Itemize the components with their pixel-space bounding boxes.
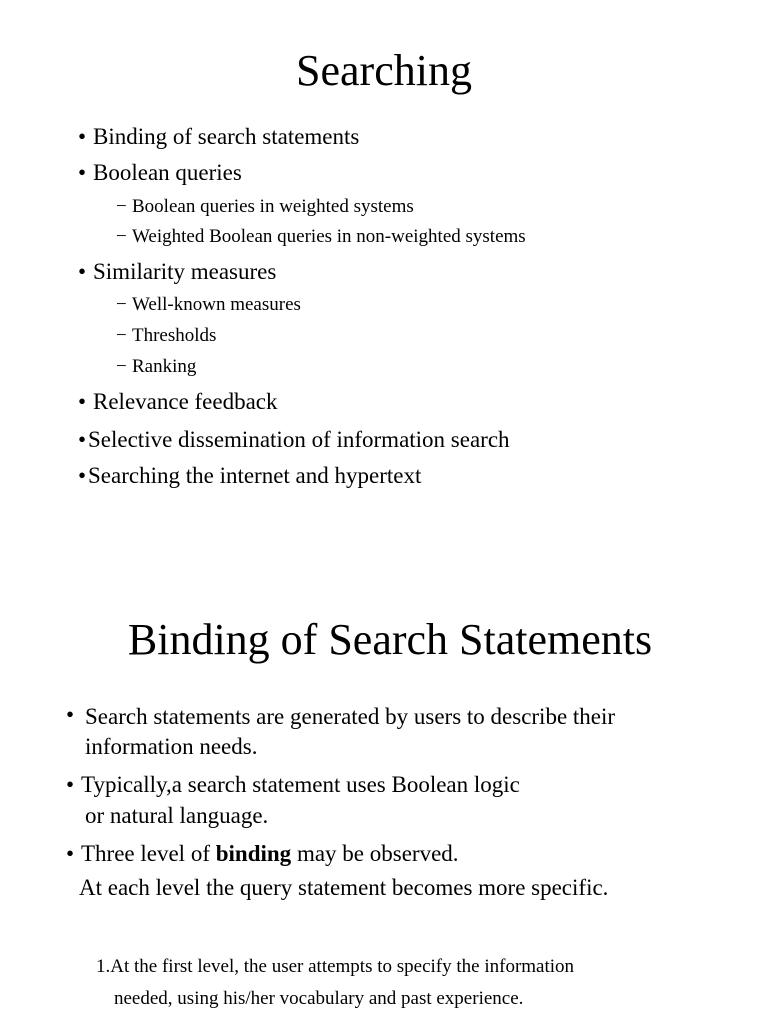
slide-title-binding: Binding of Search Statements: [127, 615, 653, 664]
sub-list-item: Thresholds: [132, 325, 217, 346]
dash-icon: −: [116, 196, 127, 217]
list-item: Searching the internet and hypertext: [88, 463, 422, 488]
paragraph-line: At each level the query statement becomes more specific.: [79, 875, 609, 900]
bullet-icon: •: [78, 427, 87, 452]
paragraph-line: Search statements are generated by users to describe their: [85, 704, 616, 729]
sub-list-item: Well-known measures: [132, 294, 301, 315]
bold-term: binding: [215, 841, 292, 866]
dash-icon: −: [116, 226, 127, 247]
bullet-icon: •: [78, 389, 87, 414]
paragraph-line: or natural language.: [85, 803, 269, 828]
numbered-item-line: 1.At the first level, the user attempts to specify the information: [96, 956, 575, 977]
dash-icon: −: [116, 356, 127, 377]
paragraph-line: [81, 839, 459, 869]
paragraph-line: information needs.: [85, 734, 258, 759]
bullet-icon: •: [66, 772, 75, 797]
list-item: Binding of search statements: [93, 124, 360, 149]
sub-list-item: Boolean queries in weighted systems: [132, 196, 414, 217]
slide-title-searching: Searching: [296, 46, 472, 95]
sub-list-item: Ranking: [132, 356, 197, 377]
list-item: Similarity measures: [93, 259, 277, 284]
dash-icon: −: [116, 294, 127, 315]
list-item: Boolean queries: [93, 160, 242, 185]
paragraph-line: Typically,a search statement uses Boolean logic: [81, 772, 520, 797]
paragraph-text: Three level of: [81, 841, 216, 866]
sub-list-item: Weighted Boolean queries in non-weighted systems: [132, 226, 526, 247]
bullet-icon: •: [78, 259, 87, 284]
bullet-icon: •: [78, 160, 87, 185]
numbered-item-line: needed, using his/her vocabulary and past experience.: [114, 988, 524, 1009]
dash-icon: −: [116, 325, 127, 346]
bullet-icon: •: [66, 841, 75, 866]
list-item: Selective dissemination of information search: [88, 427, 510, 452]
list-item: Relevance feedback: [93, 389, 278, 414]
bullet-icon: •: [78, 124, 87, 149]
bullet-icon: •: [66, 702, 75, 727]
bullet-icon: •: [78, 463, 87, 488]
paragraph-text: may be observed.: [291, 841, 459, 866]
